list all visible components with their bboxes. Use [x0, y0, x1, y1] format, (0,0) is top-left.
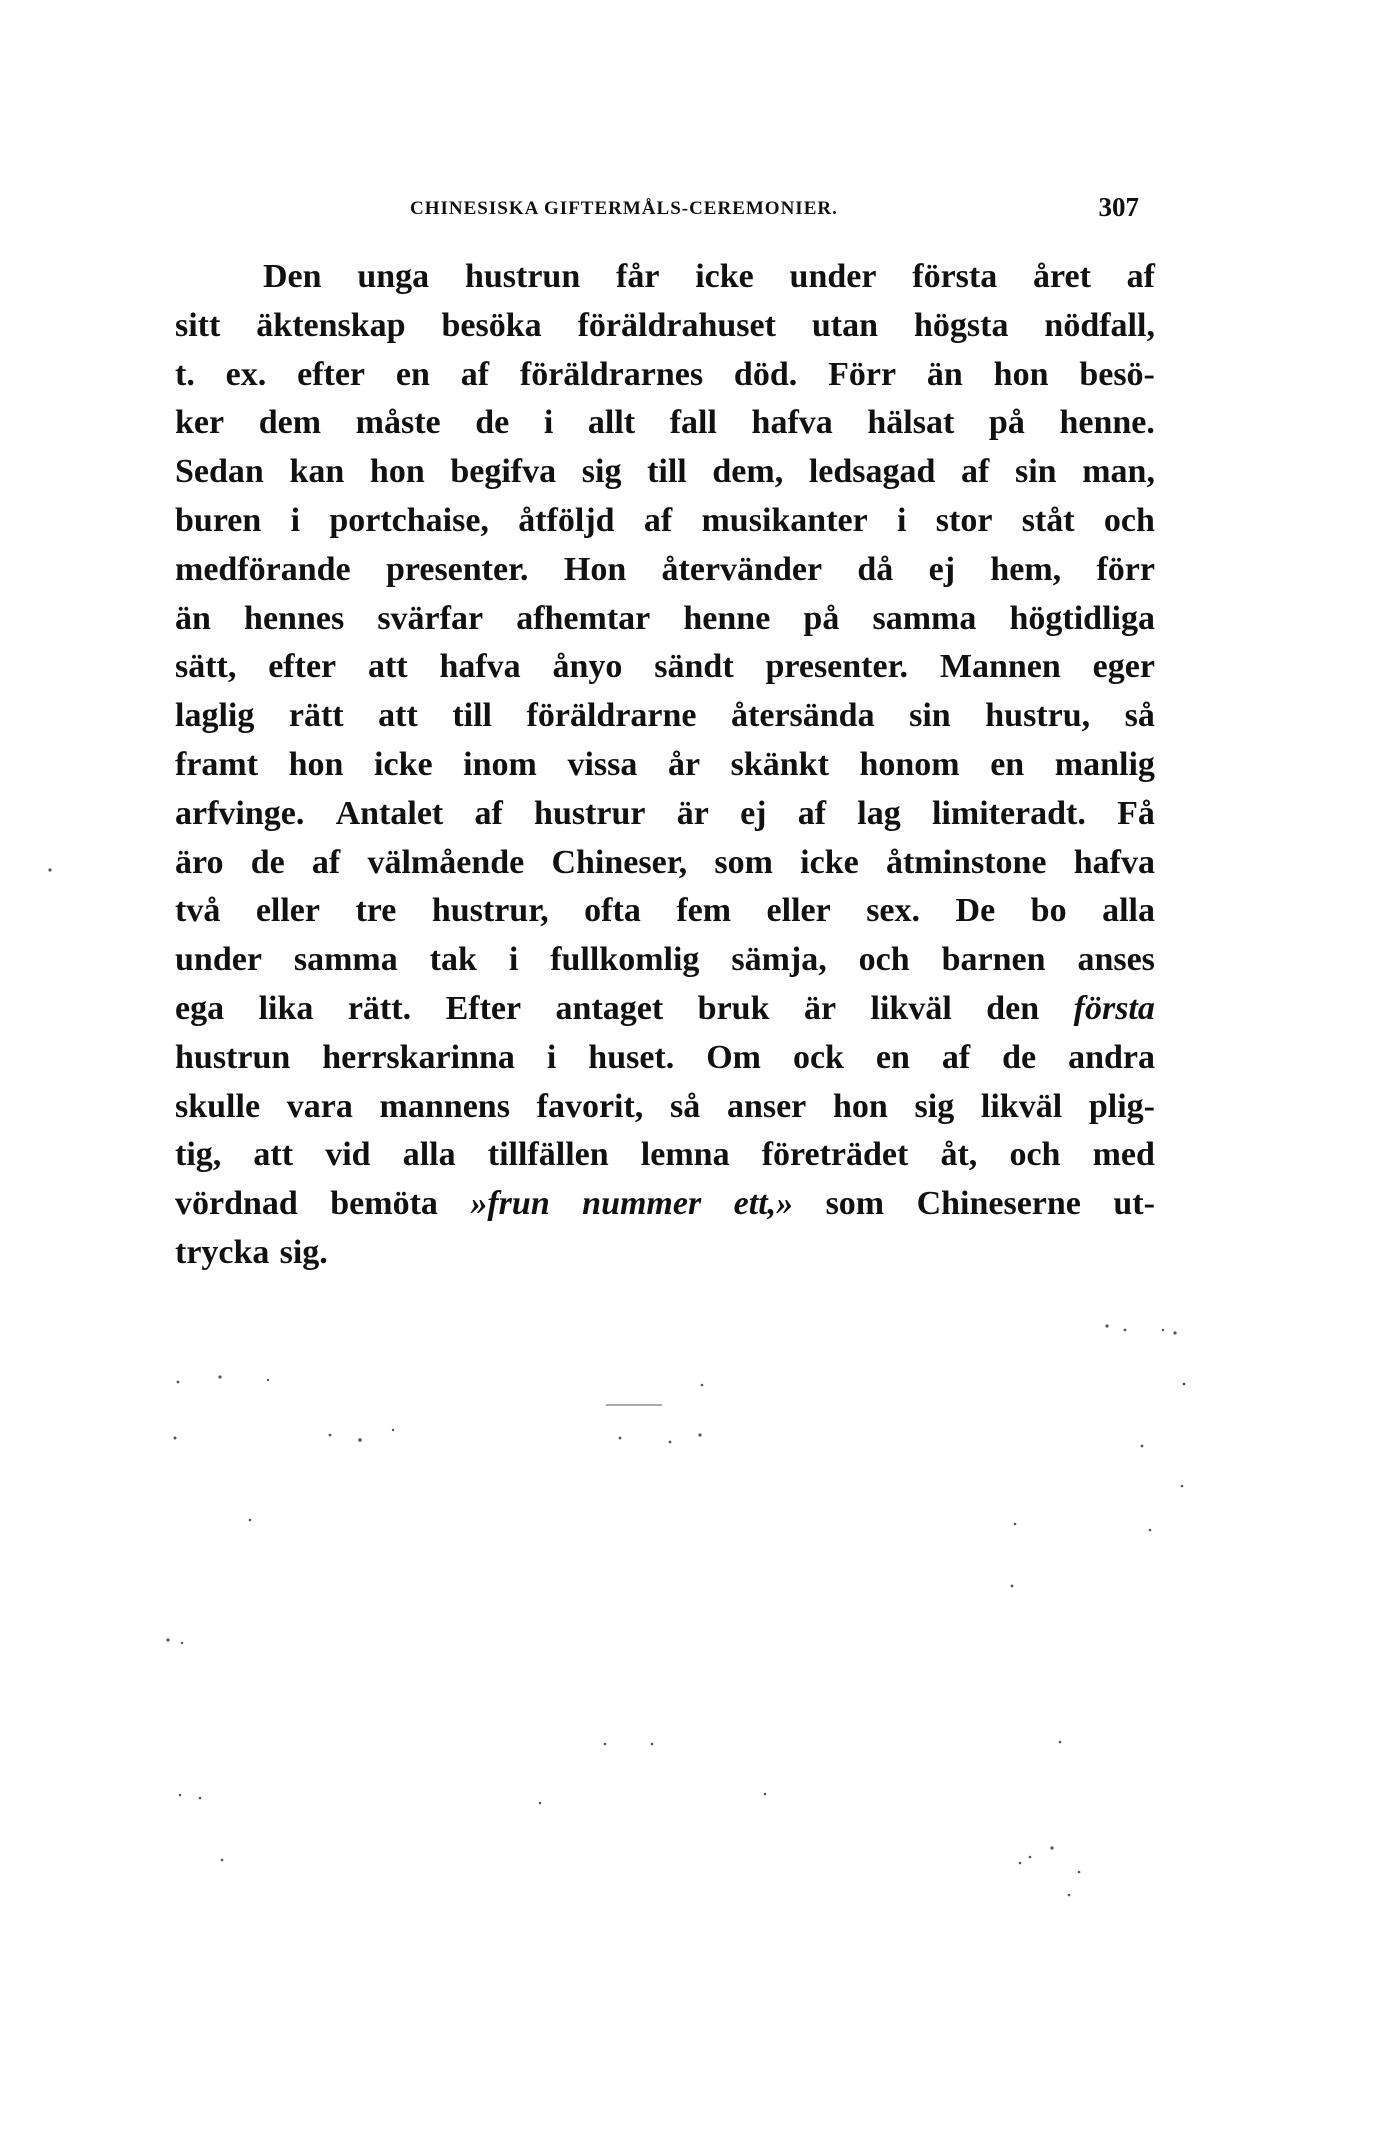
word: t. — [175, 355, 195, 393]
word: med — [1092, 1136, 1155, 1174]
word: som — [825, 1185, 885, 1223]
word: de — [250, 843, 285, 881]
word: återvänder — [661, 550, 823, 588]
speck — [651, 1743, 654, 1746]
word: åt, — [940, 1136, 978, 1174]
text-line — [175, 839, 1155, 888]
word: är — [676, 794, 709, 832]
word: ega — [175, 989, 225, 1027]
word: anser — [726, 1087, 807, 1125]
text-line — [175, 1229, 1155, 1278]
speck — [1068, 1894, 1071, 1897]
word: Efter — [445, 989, 522, 1027]
speck — [1141, 1445, 1144, 1448]
word: den — [986, 989, 1040, 1027]
word: hon — [993, 355, 1049, 393]
word: är — [803, 989, 837, 1027]
word: ker — [175, 404, 225, 442]
word: till — [452, 697, 493, 735]
word: allt — [587, 404, 636, 442]
word: utan — [811, 306, 879, 344]
word: af — [797, 794, 827, 832]
word: af — [941, 1038, 971, 1076]
word: Chineser, — [551, 843, 688, 881]
word: Förr — [828, 355, 897, 393]
word: så — [670, 1087, 701, 1125]
word: första — [1073, 989, 1155, 1027]
word: af — [1126, 258, 1155, 295]
word: Om — [706, 1038, 761, 1076]
speck — [539, 1802, 542, 1805]
word: Hon — [563, 550, 627, 588]
speck — [199, 1797, 202, 1800]
word: hafva — [439, 648, 521, 686]
word: att — [367, 648, 408, 686]
speck — [669, 1441, 672, 1444]
speck — [48, 868, 51, 871]
text-line — [175, 253, 1155, 302]
speck — [604, 1743, 607, 1746]
speck — [249, 1519, 252, 1522]
word: föräldrarnes — [519, 355, 704, 393]
word: bemöta — [330, 1185, 438, 1223]
word: besö- — [1079, 355, 1155, 393]
word: De — [955, 892, 996, 930]
word: ett,» — [733, 1185, 794, 1223]
text-line — [175, 546, 1155, 595]
word: högsta — [913, 306, 1009, 344]
word: nummer — [582, 1185, 702, 1223]
word: att — [378, 697, 418, 735]
word: tre — [355, 892, 397, 930]
word: trycka — [175, 1233, 270, 1271]
word: hustrun — [175, 1038, 291, 1076]
word: rätt. — [347, 989, 412, 1027]
text-line — [175, 595, 1155, 644]
speck — [764, 1793, 767, 1796]
word: af — [474, 794, 503, 832]
word: sex. — [866, 892, 921, 930]
word: dem — [258, 404, 322, 442]
word: begifva — [450, 453, 557, 491]
word: henne — [683, 599, 771, 637]
word: bo — [1030, 892, 1067, 930]
word: måste — [355, 404, 441, 442]
word: hon — [369, 453, 425, 491]
word: ånyo — [552, 648, 623, 686]
word: efter — [268, 648, 337, 686]
word: hennes — [244, 599, 345, 637]
text-line — [175, 1083, 1155, 1132]
word: Mannen — [939, 648, 1061, 686]
text-line — [175, 643, 1155, 692]
word: sitt — [175, 306, 221, 344]
word: sin — [909, 697, 951, 735]
speck — [177, 1381, 180, 1384]
word: svärfar — [377, 599, 484, 637]
word: icke — [800, 843, 859, 881]
text-line — [175, 985, 1155, 1034]
word: Den — [263, 258, 322, 295]
word: sändt — [654, 648, 734, 686]
word: vissa — [567, 745, 638, 783]
word: i — [546, 1038, 557, 1076]
word: de — [475, 404, 510, 442]
speck — [174, 1437, 177, 1440]
word: ståt — [1021, 501, 1075, 539]
word: på — [803, 599, 840, 637]
word: fullkomlig — [550, 941, 700, 979]
word: limiteradt. — [931, 794, 1086, 832]
word: likväl — [980, 1087, 1063, 1125]
word: skänkt — [730, 745, 829, 783]
word: samma — [872, 599, 977, 637]
word: till — [647, 453, 687, 491]
word: en — [990, 745, 1025, 783]
word: eller — [255, 892, 320, 930]
word: och — [1009, 1136, 1061, 1174]
word: död. — [733, 355, 798, 393]
running-title: CHINESISKA GIFTERMÅLS-CEREMONIER. — [410, 198, 838, 219]
word: då — [857, 550, 894, 588]
word: sätt, — [175, 648, 237, 686]
word: henne. — [1059, 404, 1155, 442]
word: och — [858, 941, 910, 979]
speck — [701, 1384, 704, 1387]
speck — [1011, 1585, 1014, 1588]
word: manlig — [1054, 745, 1155, 783]
word: högtidliga — [1009, 599, 1155, 637]
word: presenter. — [765, 648, 909, 686]
text-line — [175, 399, 1155, 448]
word: äro — [175, 843, 224, 881]
text-line — [175, 1034, 1155, 1083]
word: i — [290, 501, 301, 539]
word: än — [175, 599, 211, 637]
speck — [619, 1437, 622, 1440]
page-number: 307 — [1098, 192, 1139, 222]
text-line — [175, 1180, 1155, 1229]
word: mannens — [379, 1087, 510, 1125]
word: inom — [463, 745, 537, 783]
word: arfvinge. — [175, 794, 305, 832]
word: Sedan — [175, 453, 264, 491]
speck — [181, 1642, 183, 1644]
text-line — [175, 497, 1155, 546]
text-line — [175, 741, 1155, 790]
word: Få — [1117, 794, 1155, 832]
speck — [329, 1434, 332, 1437]
word: icke — [695, 258, 754, 295]
word: af — [460, 355, 490, 393]
word: företrädet — [761, 1136, 909, 1174]
word: tak — [429, 941, 477, 979]
speck — [1014, 1523, 1017, 1526]
word: på — [988, 404, 1025, 442]
word: i — [543, 404, 554, 442]
speck — [1050, 1846, 1053, 1849]
text-line — [175, 887, 1155, 936]
word: bruk — [697, 989, 770, 1027]
word: sig — [914, 1087, 955, 1125]
word: året — [1033, 258, 1091, 295]
speck — [358, 1438, 362, 1442]
word: barnen — [941, 941, 1046, 979]
speck — [267, 1379, 269, 1381]
text-line — [175, 1131, 1155, 1180]
word: icke — [374, 745, 433, 783]
word: hustrur, — [431, 892, 549, 930]
word: efter — [297, 355, 366, 393]
word: stor — [935, 501, 993, 539]
word: år — [667, 745, 701, 783]
body-paragraph — [175, 253, 1155, 1278]
word: åtminstone — [885, 843, 1047, 881]
speck — [1105, 1324, 1108, 1327]
word: herrskarinna — [322, 1038, 515, 1076]
speck — [179, 1794, 182, 1797]
word: ock — [792, 1038, 844, 1076]
speck — [1149, 1529, 1152, 1532]
word: hälsat — [867, 404, 955, 442]
word: »frun — [470, 1185, 550, 1223]
word: får — [616, 258, 660, 295]
word: ej — [928, 550, 956, 588]
word: vara — [286, 1087, 353, 1125]
word: besöka — [441, 306, 542, 344]
word: under — [175, 941, 262, 979]
speck — [166, 1638, 169, 1641]
word: som — [714, 843, 773, 881]
word: sig — [581, 453, 622, 491]
speck — [1019, 1862, 1022, 1865]
word: skulle — [175, 1087, 261, 1125]
running-header — [175, 192, 1155, 232]
word: alla — [402, 1136, 456, 1174]
word: ex. — [225, 355, 267, 393]
word: nödfall, — [1044, 306, 1155, 344]
text-line — [175, 351, 1155, 400]
word: framt — [175, 745, 259, 783]
word: i — [897, 501, 907, 539]
word: hustrun — [464, 258, 581, 295]
word: man, — [1082, 453, 1155, 491]
word: i — [508, 941, 519, 979]
word: föräldrarne — [526, 697, 697, 735]
speck — [218, 1375, 221, 1378]
word: ej — [740, 794, 767, 832]
word: lag — [857, 794, 901, 832]
speck — [1173, 1331, 1176, 1334]
word: alla — [1102, 892, 1155, 930]
word: andra — [1068, 1038, 1155, 1076]
speck — [392, 1429, 394, 1431]
word: honom — [859, 745, 960, 783]
text-line — [175, 448, 1155, 497]
word: musikanter — [701, 501, 868, 539]
word: eller — [766, 892, 831, 930]
word: kan — [289, 453, 345, 491]
word: anses — [1077, 941, 1155, 979]
word: ledsagad — [808, 453, 936, 491]
word: att — [253, 1136, 294, 1174]
text-line — [175, 692, 1155, 741]
word: rätt — [288, 697, 344, 735]
word: af — [311, 843, 341, 881]
word: eger — [1092, 648, 1155, 686]
text-line — [175, 302, 1155, 351]
word: hustru, — [985, 697, 1091, 735]
word: dem, — [712, 453, 784, 491]
word: två — [175, 892, 221, 930]
speck — [1124, 1329, 1127, 1332]
speck — [698, 1433, 701, 1436]
word: huset. — [588, 1038, 675, 1076]
word: plig- — [1088, 1087, 1155, 1125]
word: Antalet — [335, 794, 444, 832]
word: tillfällen — [487, 1136, 609, 1174]
word: samma — [293, 941, 398, 979]
word: än — [926, 355, 963, 393]
word: hon — [832, 1087, 888, 1125]
word: hon — [288, 745, 344, 783]
speck — [1059, 1741, 1062, 1744]
word: hafva — [1073, 843, 1155, 881]
word: de — [1002, 1038, 1037, 1076]
word: återsända — [731, 697, 875, 735]
word: presenter. — [385, 550, 529, 588]
word: hafva — [751, 404, 833, 442]
speck — [1078, 1871, 1081, 1874]
word: vid — [325, 1136, 371, 1174]
speck — [1183, 1383, 1186, 1386]
word: äktenskap — [256, 306, 406, 344]
word: föräldrahuset — [577, 306, 776, 344]
word: förr — [1096, 550, 1155, 588]
word: lemna — [640, 1136, 730, 1174]
word: portchaise, — [329, 501, 489, 539]
word: afhemtar — [516, 599, 651, 637]
word: vördnad — [175, 1185, 298, 1223]
speck — [1029, 1856, 1032, 1859]
word: af — [961, 453, 990, 491]
word: välmående — [367, 843, 525, 881]
word: en — [875, 1038, 910, 1076]
speck — [1162, 1329, 1164, 1331]
word: laglig — [175, 697, 255, 735]
word: ut- — [1113, 1185, 1155, 1223]
word: första — [912, 258, 998, 295]
word: lika — [258, 989, 314, 1027]
word: likväl — [870, 989, 952, 1027]
word: medförande — [175, 550, 351, 588]
text-line — [175, 790, 1155, 839]
speck — [1181, 1485, 1184, 1488]
word: sämja, — [731, 941, 827, 979]
text-line — [175, 936, 1155, 985]
word: åtföljd — [518, 501, 615, 539]
word: och — [1103, 501, 1155, 539]
word: så — [1124, 697, 1155, 735]
word: fall — [669, 404, 717, 442]
word: buren — [175, 501, 262, 539]
word: antaget — [555, 989, 664, 1027]
word: under — [789, 258, 877, 295]
word: af — [643, 501, 673, 539]
word: Chineserne — [916, 1185, 1081, 1223]
word: ofta — [584, 892, 641, 930]
word: sig. — [279, 1233, 328, 1271]
word: hustrur — [534, 794, 646, 832]
word: unga — [357, 258, 430, 295]
speck — [221, 1859, 224, 1862]
word: tig, — [175, 1136, 222, 1174]
word: hem, — [990, 550, 1062, 588]
word: fem — [676, 892, 732, 930]
word: sin — [1015, 453, 1057, 491]
word: en — [395, 355, 430, 393]
word: favorit, — [536, 1087, 644, 1125]
